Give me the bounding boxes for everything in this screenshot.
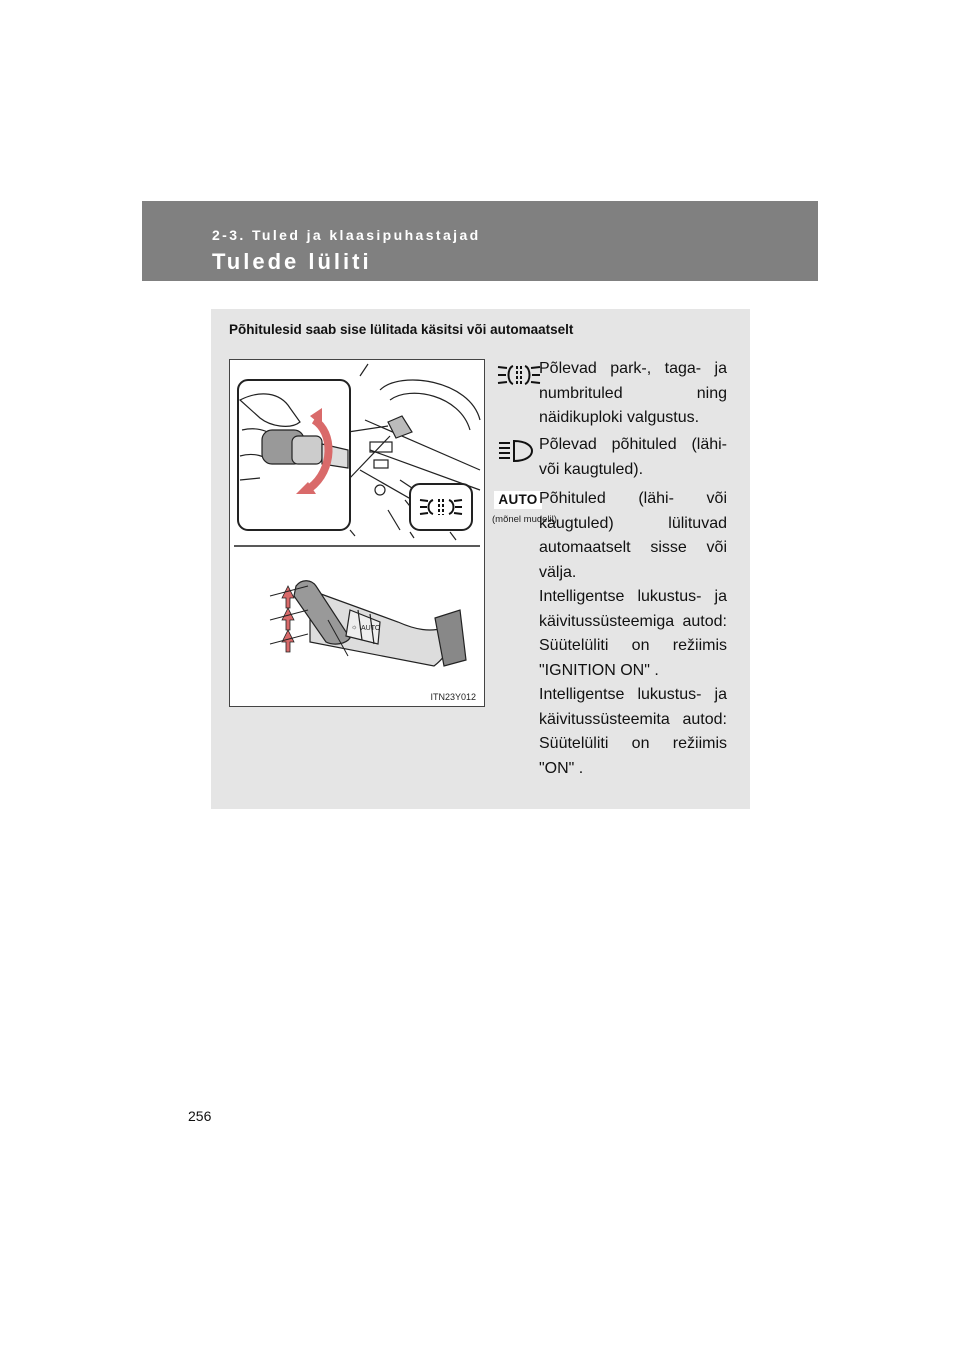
- headlights-description: Põlevad põhituled (lähi- või kaugtuled).: [539, 436, 727, 478]
- auto-icon: AUTO: [494, 491, 542, 509]
- auto-description-smart-key: Intelligentse lukustus- ja käivitussüsteemiga autod: Süütelüliti on režiimis "IGNITION ON" .: [539, 588, 727, 679]
- model-footnote: (mõnel mudelil): [492, 514, 557, 525]
- page-number: 256: [188, 1108, 212, 1124]
- parking-lights-description: Põlevad park-, taga- ja numbrituled ning näidikuploki valgustus.: [539, 360, 727, 426]
- light-switch-drawing: [230, 360, 484, 706]
- figure-code: ITN23Y012: [430, 692, 476, 702]
- auto-description-main: Põhituled (lähi- või kaugtuled) lülituvad automaatselt sisse või välja.: [539, 490, 727, 581]
- chapter-header: [142, 201, 818, 281]
- parking-lights-icon: [496, 362, 542, 393]
- info-panel: [211, 309, 750, 809]
- svg-text:☼: ☼: [351, 624, 358, 631]
- auto-description: [539, 487, 727, 781]
- headlights-icon: [496, 438, 536, 469]
- panel-heading: Põhitulesid saab sise lülitada käsitsi või automaatselt: [229, 322, 574, 337]
- light-switch-illustration: [229, 359, 485, 707]
- page-title: Tulede lüliti: [212, 249, 372, 274]
- section-label: 2-3. Tuled ja klaasipuhastajad: [212, 227, 481, 243]
- svg-text:AUTO: AUTO: [361, 625, 381, 632]
- auto-description-no-smart-key: Intelligentse lukustus- ja käivitussüsteemita autod: Süütelüliti on režiimis "ON" .: [539, 686, 727, 777]
